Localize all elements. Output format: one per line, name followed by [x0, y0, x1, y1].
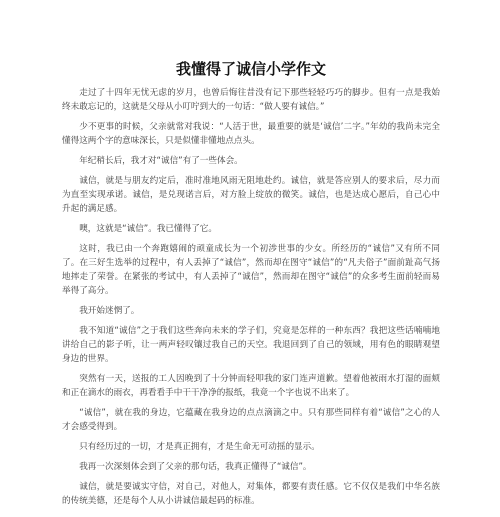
- paragraph-3: 年纪稍长后，我才对“诚信”有了一些体会。: [79, 156, 243, 166]
- paragraph-9: 突然有一天，送报的工人因晚到了十分钟而轻叩我的家门连声道歉。望着他被雨水打湿的面颊和正在滴水的雨衣，再看看手中干干净净的报纸，我竟一个字也说不出来了。: [62, 374, 440, 398]
- paragraph-4: 诚信，就是与朋友约定后，准时准地风雨无阻地赴约。诚信，就是答应别人的要求后，尽力而为直至实现承诺。诚信，是兑现诺言后，对方脸上绽放的微笑。诚信，也是达成心愿后，自己心中升起的满足感。: [62, 176, 440, 214]
- paragraph-8: 我不知道“诚信”之于我们这些奔向未来的学子们，究竟是怎样的一种东西？我把这些话喃喃地讲给自己的影子听，让一两声轻叹镶过我自己的天空。我退回到了自己的领域，用有色的眼睛观望身边的世界。: [62, 326, 440, 364]
- paragraph-1: 走过了十四年无忧无虑的岁月，也曾后悔往昔没有记下那些轻轻巧巧的脚步。但有一点是我始终未敢忘记的，这就是父母从小叮咛到大的一句话：“做人要有诚信。”: [62, 88, 440, 112]
- paragraph-12: 我再一次深刻体会到了父亲的那句话，我真正懂得了“诚信”。: [79, 462, 312, 472]
- article-title: 我懂得了诚信小学作文: [175, 60, 326, 78]
- paragraph-10: “诚信”，就在我的身边，它蕴藏在我身边的点点滴滴之中。只有那些同样有着“诚信”之心的人才会感受得到。: [62, 408, 440, 432]
- paragraph-2: 少不更事的时候，父亲就常对我说：“人活于世，最重要的就是‘诚信’二字。”年幼的我尚未完全懂得这两个字的意味深长，只是似懂非懂地点点头。: [62, 122, 440, 146]
- paragraph-6: 这时，我已由一个奔跑嬉闹的顽童成长为一个初涉世事的少女。所经历的“诚信”又有所不同了。在三好生选举的过程中，有人丢掉了“诚信”，然而却在图守“诚信”的“凡夫俗子”面前趾高气扬地摔走了荣誉。在紧张的考试中，有人丢掉了“诚信”，然而却在图守“诚信”的众多考生面前轻而易举得了高分。: [62, 244, 440, 296]
- article-body: [62, 86, 440, 508]
- paragraph-13: 诚信，就是要诚实守信，对自己，对他人，对集体，都要有责任感。它不仅仅是我们中华名族的传统美德，还是每个人从小讲诚信最起码的标准。: [62, 482, 440, 506]
- paragraph-7: 我开始迷惘了。: [79, 306, 140, 316]
- paragraph-11: 只有经历过的一切，才是真正拥有，才是生命无可动摇的显示。: [79, 442, 320, 452]
- paragraph-5: 噢，这就是“诚信”。我已懂得了它。: [79, 224, 217, 234]
